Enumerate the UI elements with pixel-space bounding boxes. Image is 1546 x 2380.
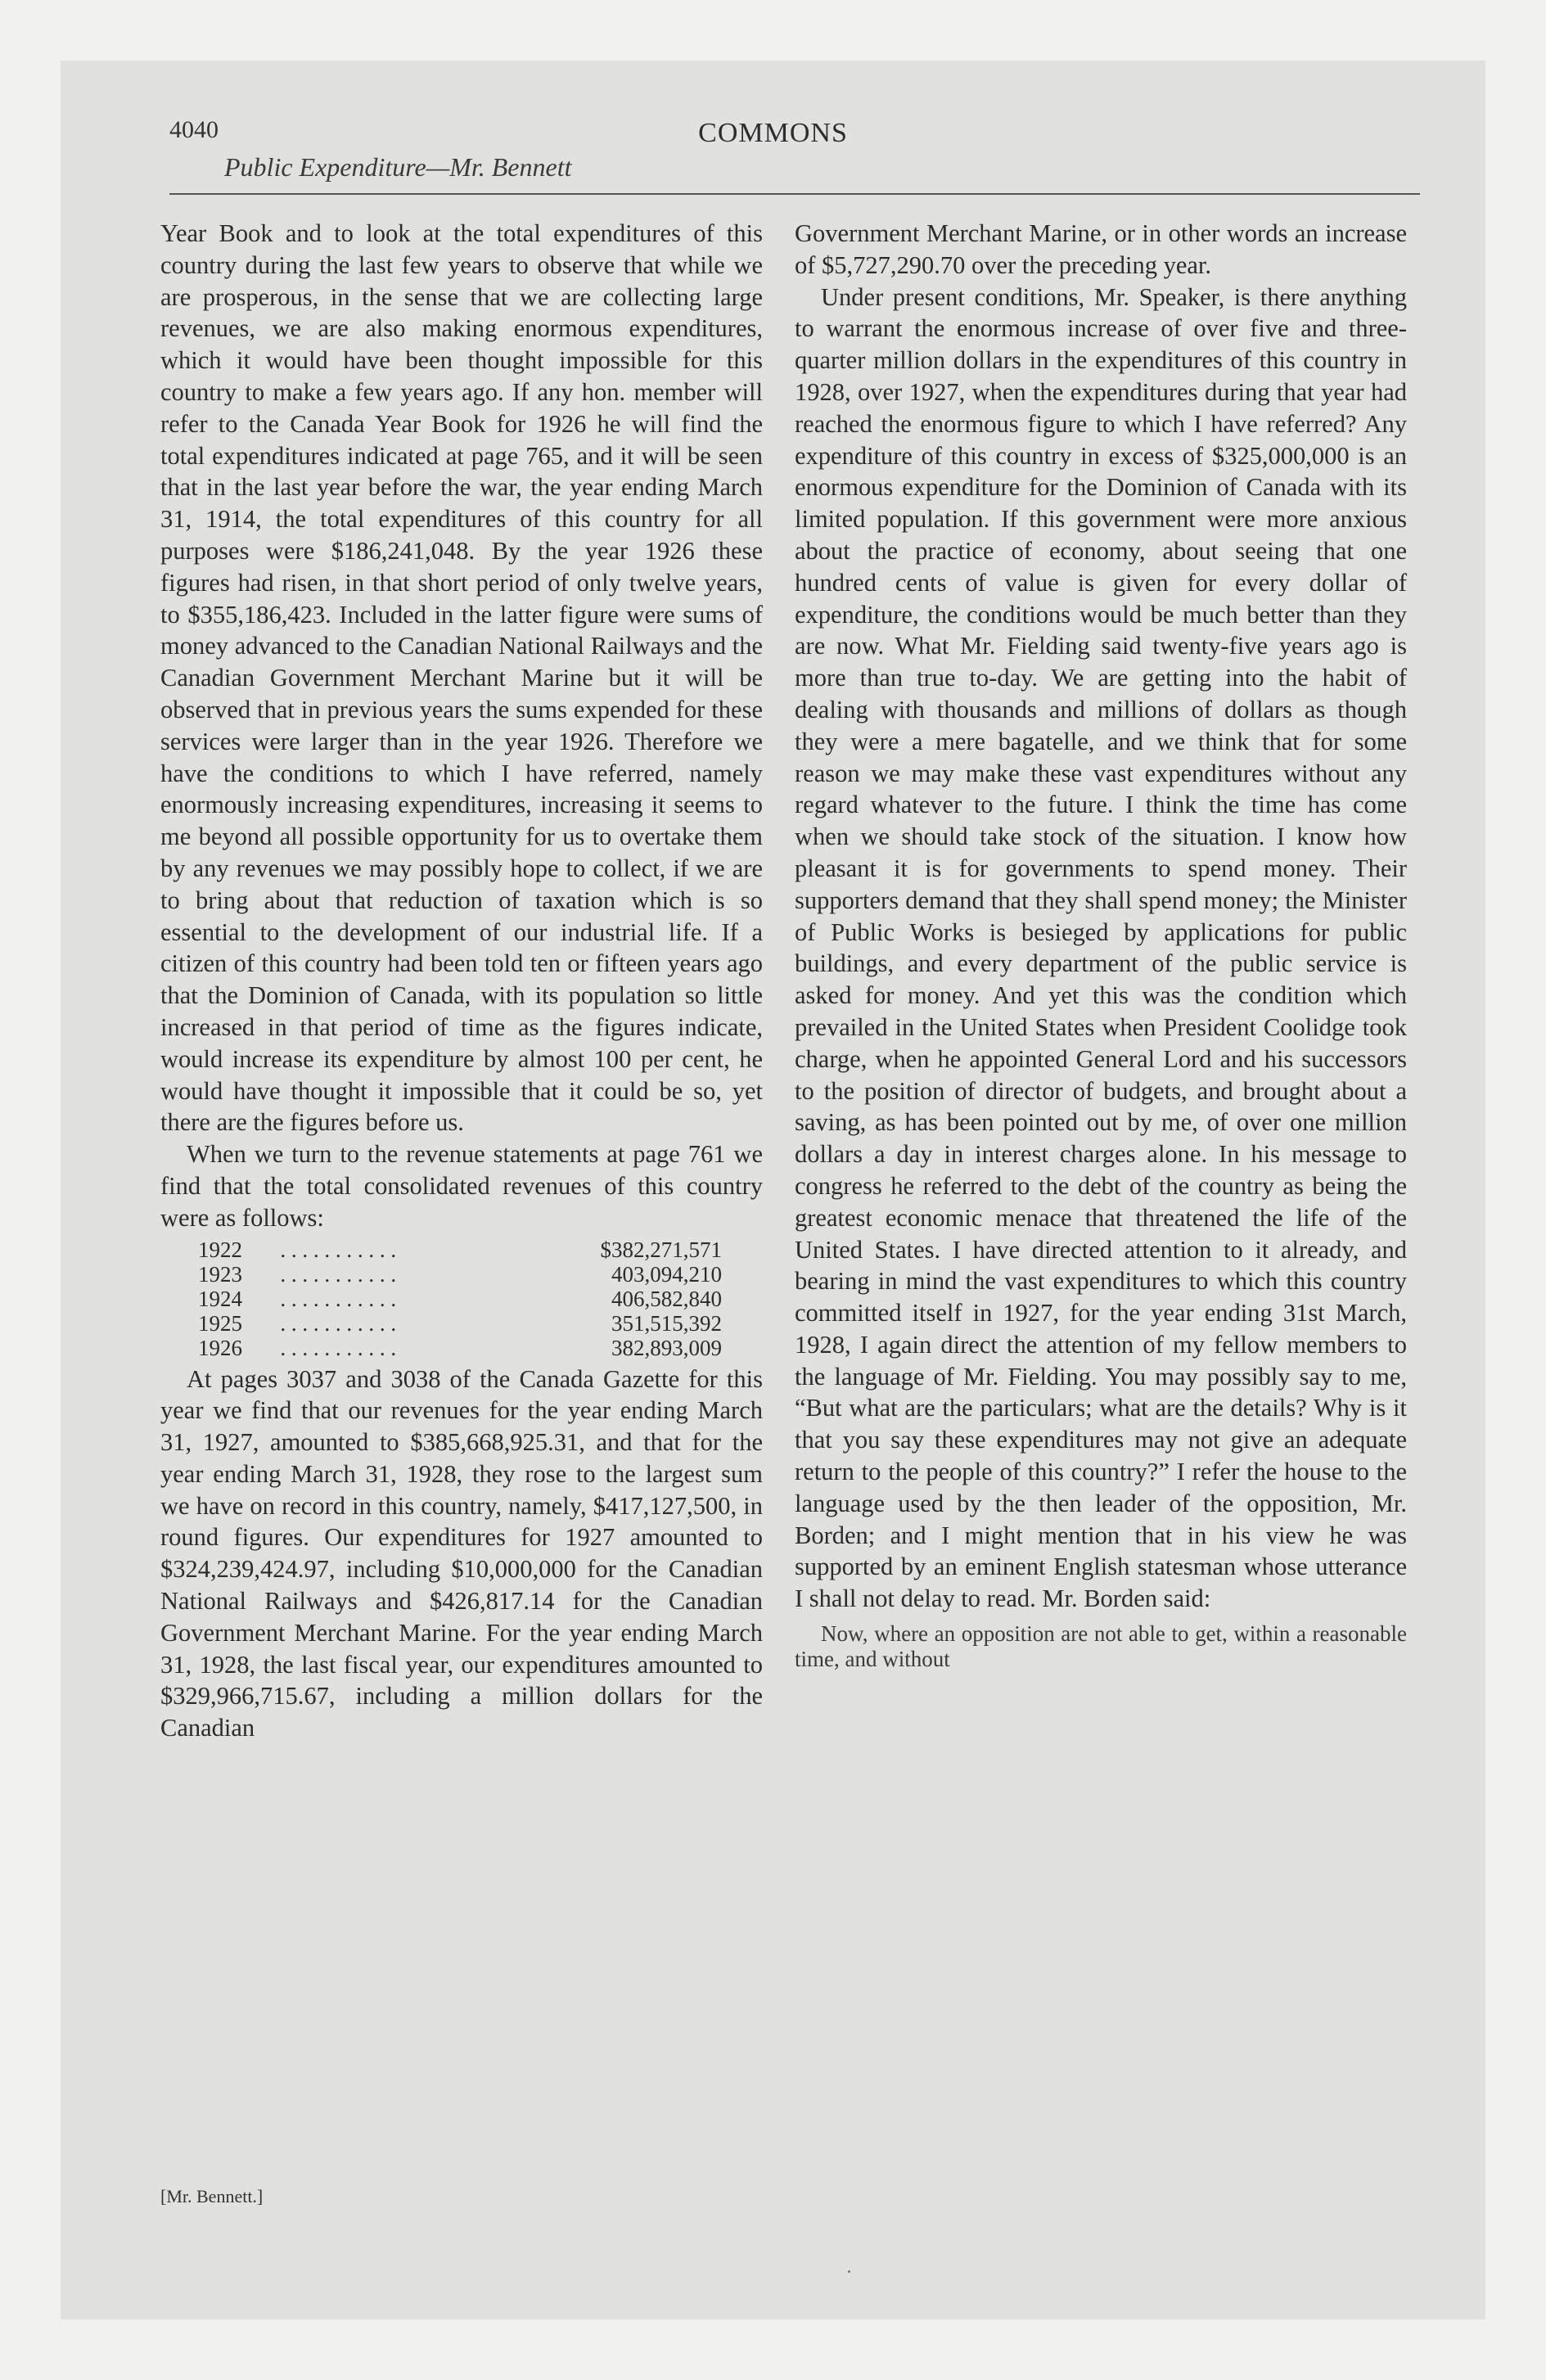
left-paragraph-1: Year Book and to look at the total expenditures of this country during the last few years to observe that while we are prosperous, in the sense that we are collecting large revenues, we are also making enormous expenditures, which it would have been thought impossible for this country to make a few years ago. If any hon. member will refer to the Canada Year Book for 1926 he will find the total expenditures indicated at page 765, and it will be seen that in the last year before the war, the year ending March 31, 1914, the total expenditures of this country for all purposes were $186,241,048. By the year 1926 these figures had risen, in that short period of only twelve years, to $355,186,423. Included in the latter figure were sums of money advanced to the Canadian National Railways and the Canadian Government Merchant Marine but it will be observed that in previous years the sums expended for these services were larger than in the year 1926. Therefore we have the conditions to which I have referred, namely enormously increasing expenditures, increasing it seems to me beyond all possible opportunity for us to overtake them by any revenues we may possibly hope to collect, if we are to bring about that reduction of taxation which is so essential to the development of our industrial life. If a citizen of this country had been told ten or fifteen years ago that the Dominion of Canada, with its population so little increased in that period of time as the figures indicate, would increase its expenditure by almost 100 per cent, he would have thought it impossible that it could be so, yet there are the figures before us. [160, 219, 763, 1137]
revenue-leader: . . . . . . . . . . . [280, 1237, 397, 1262]
revenue-amount: 351,515,392 [611, 1310, 722, 1336]
header-rule [169, 193, 1420, 195]
page-number: 4040 [169, 116, 219, 143]
revenue-year: 1926 [198, 1335, 242, 1360]
table-row [198, 1336, 722, 1360]
revenue-year: 1925 [198, 1310, 242, 1336]
revenue-amount: 403,094,210 [611, 1261, 722, 1287]
right-paragraph-2: Under present conditions, Mr. Speaker, is there anything to warrant the enormous increase of over five and three-quarter million dollars in the expenditures of this country in 1928, over 1927, when the expenditures during that year had reached the enormous figure to which I have referred? Any expenditure of this country in excess of $325,000,000 is an enormous expenditure for the Dominion of Canada with its limited population. If this government were more anxious about the practice of economy, about seeing that one hundred cents of value is given for every dollar of expenditure, the conditions would be much better than they are now. What Mr. Fielding said twenty-five years ago is more than true to-day. We are getting into the habit of dealing with thousands and millions of dollars as though they were a mere bagatelle, and we think that for some reason we may make these vast expenditures without any regard whatever to the future. I think the time has come when we should take stock of the situation. I know how pleasant it is for governments to spend money. Their supporters demand that they shall spend money; the Minister of Public Works is besieged by applications for public buildings, and every department of the public service is asked for money. And yet this was the condition which prevailed in the United States when President Coolidge took charge, when he appointed General Lord and his successors to the position of director of budgets, and brought about a saving, as has been pointed out by me, of over one million dollars a day in interest charges alone. In his message to congress he referred to the debt of the country as being the greatest economic menace that threatened the life of the United States. I have directed attention to it already, and bearing in mind the vast expenditures to which this country committed itself in 1927, for the year ending 31st March, 1928, I again direct the attention of my fellow members to the language of Mr. Fielding. You may possibly say to me, “But what are the particulars; what are the details? Why is it that you say these expenditures may not give an adequate return to the people of this country?” I refer the house to the language used by the then leader of the opposition, Mr. Borden; and I might mention that in his view he was supported by an eminent English statesman whose utterance I shall not delay to read. Mr. Borden said: [795, 282, 1407, 1613]
block-quote: Now, where an opposition are not able to get, within a reasonable time, and without [795, 1621, 1407, 1672]
left-column [160, 218, 763, 1744]
revenue-amount: $382,271,571 [600, 1237, 722, 1262]
right-column [795, 218, 1407, 1672]
table-row [198, 1237, 722, 1262]
house-title: COMMONS [698, 118, 848, 148]
revenue-year: 1922 [198, 1237, 242, 1262]
left-paragraph-3: At pages 3037 and 3038 of the Canada Gazette for this year we find that our revenues for the year ending March 31, 1927, amounted to $385,668,925.31, and that for the year ending March 31, 1928, they rose to the largest sum we have on record in this country, namely, $417,127,500, in round figures. Our expenditures for 1927 amounted to $324,239,424.97, including $10,000,000 for the Canadian National Railways and $426,817.14 for the Canadian Government Merchant Marine. For the year ending March 31, 1928, the last fiscal year, our expenditures amounted to $329,966,715.67, including a million dollars for the Canadian [160, 1364, 763, 1742]
right-paragraph-1: Government Merchant Marine, or in other words an increase of $5,727,290.70 over the preceding year. [795, 219, 1407, 279]
revenue-table [198, 1237, 722, 1360]
page-sheet [61, 61, 1485, 2319]
printing-speck [848, 2270, 850, 2273]
table-row [198, 1287, 722, 1311]
revenue-leader: . . . . . . . . . . . [280, 1261, 397, 1287]
revenue-year: 1924 [198, 1286, 242, 1311]
page-header [61, 61, 1485, 208]
running-head: Public Expenditure—Mr. Bennett [224, 152, 572, 182]
speaker-footer: [Mr. Bennett.] [160, 2186, 264, 2206]
table-row [198, 1262, 722, 1287]
table-row [198, 1311, 722, 1336]
revenue-year: 1923 [198, 1261, 242, 1287]
revenue-leader: . . . . . . . . . . . [280, 1335, 397, 1360]
left-paragraph-2: When we turn to the revenue statements at page 761 we find that the total consolidated revenues of this country were as follows: [160, 1140, 763, 1232]
revenue-leader: . . . . . . . . . . . [280, 1286, 397, 1311]
revenue-amount: 382,893,009 [611, 1335, 722, 1360]
revenue-amount: 406,582,840 [611, 1286, 722, 1311]
revenue-leader: . . . . . . . . . . . [280, 1310, 397, 1336]
